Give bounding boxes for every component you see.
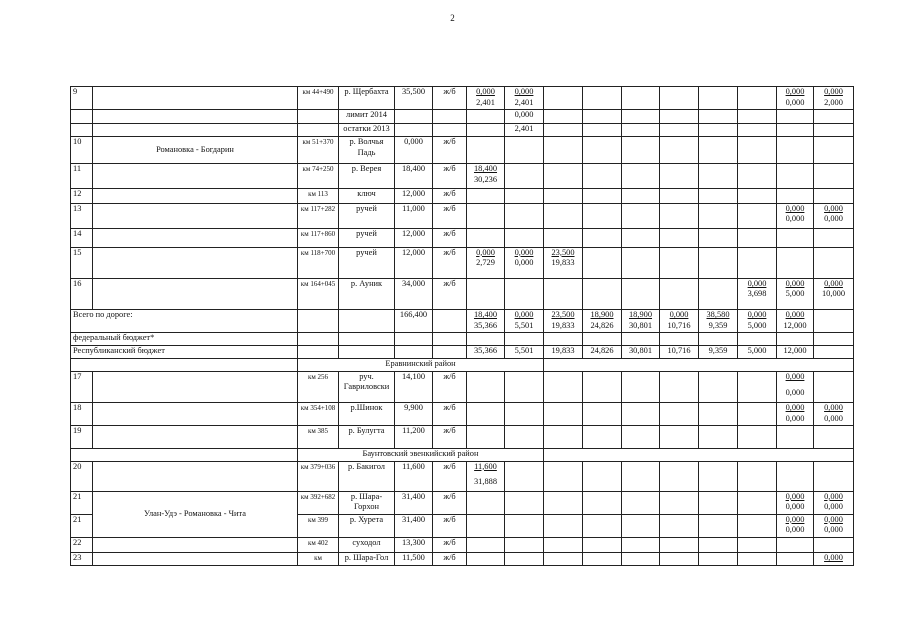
road-name-cell: Улан-Удэ - Романовка - Чита (93, 491, 298, 537)
value-cell (777, 310, 814, 333)
budget-label: федеральный бюджет* (71, 333, 298, 346)
table-row (71, 87, 854, 110)
km-cell (298, 109, 339, 123)
object-cell: суходол (339, 537, 395, 553)
table-row (71, 461, 854, 491)
length-cell: 31,400 (395, 491, 433, 514)
type-cell (433, 123, 467, 137)
row-number: 18 (71, 403, 93, 426)
row-number: 13 (71, 203, 93, 228)
length-cell: 166,400 (395, 310, 433, 333)
km-cell: км 164+045 (298, 278, 339, 309)
type-cell: ж/б (433, 491, 467, 514)
value-bottom: 12,000 (783, 320, 807, 330)
value-cell (738, 87, 777, 110)
value-top: 18,400 (473, 310, 498, 320)
km-cell: км 399 (298, 514, 339, 537)
value-top: 0,000 (747, 278, 767, 288)
object-cell: остатки 2013 (339, 123, 395, 137)
road-name-cell (93, 87, 298, 110)
value-cell: 9,359 (699, 345, 738, 359)
value-top: 0,000 (824, 514, 843, 524)
length-cell: 12,000 (395, 228, 433, 247)
object-cell: ручей (339, 247, 395, 278)
row-number: 20 (71, 461, 93, 491)
value-bottom: 5,501 (514, 320, 534, 330)
row-number: 17 (71, 371, 93, 402)
district-label: Баунтовский эвенкийский район (298, 449, 544, 462)
value-cell (583, 310, 622, 333)
value-cell (467, 461, 505, 491)
value-cell (777, 203, 814, 228)
type-cell: ж/б (433, 189, 467, 204)
value-bottom: 24,826 (590, 320, 614, 330)
value-cell (505, 310, 544, 333)
value-cell (467, 87, 505, 110)
value-bottom: 30,801 (628, 320, 653, 330)
value-cell (544, 310, 583, 333)
value-top: 0,000 (669, 310, 689, 320)
object-cell: ключ (339, 189, 395, 204)
object-cell: р. Волчья Падь (339, 137, 395, 164)
row-number: 22 (71, 537, 93, 553)
value-cell (505, 87, 544, 110)
district-row (71, 449, 854, 462)
length-cell: 11,600 (395, 461, 433, 491)
length-cell: 13,300 (395, 537, 433, 553)
value-cell (660, 310, 699, 333)
object-cell: ручей (339, 203, 395, 228)
table-row (71, 109, 854, 123)
value-bottom: 0,000 (785, 97, 805, 107)
value-top: 11,600 (474, 461, 497, 471)
road-name-cell (93, 461, 298, 491)
type-cell: ж/б (433, 371, 467, 402)
road-name-cell (93, 371, 298, 402)
value-bottom: 2,729 (476, 258, 495, 268)
length-cell: 35,500 (395, 87, 433, 110)
value-cell: 19,833 (544, 345, 583, 359)
value-top: 0,000 (785, 403, 805, 413)
value-cell (660, 87, 699, 110)
value-bottom: 10,716 (667, 320, 691, 330)
value-bottom: 0,000 (785, 502, 805, 512)
row-number: 21 (71, 514, 93, 537)
value-top: 18,400 (473, 164, 498, 174)
length-cell: 11,200 (395, 426, 433, 449)
value-bottom: 5,000 (747, 320, 767, 330)
value-cell (699, 87, 738, 110)
table-row (71, 203, 854, 228)
row-number (71, 123, 93, 137)
row-number: 11 (71, 164, 93, 189)
value-cell (467, 310, 505, 333)
value-bottom: 10,000 (821, 289, 846, 299)
type-cell: ж/б (433, 403, 467, 426)
table-row (71, 426, 854, 449)
value-cell: 12,000 (777, 345, 814, 359)
value-top: 0,000 (785, 491, 805, 501)
type-cell: ж/б (433, 164, 467, 189)
table-row (71, 189, 854, 204)
value-bottom: 2,000 (824, 97, 843, 107)
length-cell: 31,400 (395, 514, 433, 537)
type-cell: ж/б (433, 203, 467, 228)
road-name-cell: Романовка - Богдарин (93, 137, 298, 164)
value-cell (738, 310, 777, 333)
row-number: 16 (71, 278, 93, 309)
road-bridges-table (70, 86, 854, 566)
road-name-cell (93, 189, 298, 204)
table-row (71, 278, 854, 309)
value-bottom: 0,000 (785, 214, 805, 224)
road-name-cell (93, 403, 298, 426)
value-cell (777, 87, 814, 110)
table-row (71, 247, 854, 278)
page-number: 2 (450, 13, 455, 23)
table-row (71, 228, 854, 247)
object-cell: р. Бакигол (339, 461, 395, 491)
value-cell: 24,826 (583, 345, 622, 359)
object-cell: р. Шара-Горхон (339, 491, 395, 514)
row-number: 19 (71, 426, 93, 449)
km-cell: км (298, 553, 339, 566)
length-cell: 34,000 (395, 278, 433, 309)
road-name-cell (93, 228, 298, 247)
row-number: 9 (71, 87, 93, 110)
value-cell: 2,401 (505, 123, 544, 137)
km-cell: км 402 (298, 537, 339, 553)
row-number: 21 (71, 491, 93, 514)
row-number: 14 (71, 228, 93, 247)
table-row (71, 123, 854, 137)
km-cell: км 392+682 (298, 491, 339, 514)
object-cell: ручей (339, 228, 395, 247)
object-cell: р. Щербахта (339, 87, 395, 110)
table-row (71, 537, 854, 553)
value-bottom: 30,236 (473, 174, 498, 184)
value-top: 0,000 (824, 553, 843, 563)
value-top: 0,000 (785, 203, 805, 213)
km-cell: км 51+370 (298, 137, 339, 164)
table-row (71, 137, 854, 164)
road-name-cell (93, 426, 298, 449)
value-cell: 0,000 (505, 109, 544, 123)
value-cell (777, 514, 814, 537)
row-number: 12 (71, 189, 93, 204)
table-row (71, 403, 854, 426)
value-top: 23,500 (551, 247, 575, 257)
value-cell (467, 109, 505, 123)
value-bottom: 19,833 (551, 320, 575, 330)
type-cell: ж/б (433, 553, 467, 566)
km-cell: км 117+860 (298, 228, 339, 247)
km-cell: км 379+036 (298, 461, 339, 491)
value-cell: 30,801 (622, 345, 660, 359)
type-cell: ж/б (433, 514, 467, 537)
value-bottom: 0,000 (824, 413, 843, 423)
road-name-cell (93, 109, 298, 123)
row-number: 10 (71, 137, 93, 164)
table-row (71, 164, 854, 189)
km-cell: км 74+250 (298, 164, 339, 189)
table-row (71, 371, 854, 402)
value-top: 0,000 (824, 87, 843, 96)
value-bottom: 2,401 (514, 97, 534, 107)
length-cell: 9,900 (395, 403, 433, 426)
length-cell (395, 109, 433, 123)
value-top: 0,000 (785, 514, 805, 524)
district-label: Еравнинский район (298, 359, 544, 372)
type-cell: ж/б (433, 137, 467, 164)
value-top: 0,000 (785, 371, 805, 381)
value-bottom: 0,000 (514, 258, 534, 268)
length-cell: 11,500 (395, 553, 433, 566)
road-name-cell (93, 247, 298, 278)
value-cell: 35,366 (467, 345, 505, 359)
type-cell: ж/б (433, 461, 467, 491)
table-row (71, 553, 854, 566)
value-top: 38,580 (706, 310, 730, 320)
row-number: 23 (71, 553, 93, 566)
value-cell (777, 491, 814, 514)
table-row-budget (71, 345, 854, 359)
km-cell: км 113 (298, 189, 339, 204)
value-top: 0,000 (514, 310, 534, 320)
object-cell: р. Ауник (339, 278, 395, 309)
type-cell: ж/б (433, 87, 467, 110)
value-top: 0,000 (747, 310, 767, 320)
length-cell (395, 123, 433, 137)
km-cell (298, 123, 339, 137)
value-top: 18,900 (590, 310, 614, 320)
value-cell (814, 203, 854, 228)
value-cell (622, 87, 660, 110)
length-cell: 14,100 (395, 371, 433, 402)
length-cell: 12,000 (395, 247, 433, 278)
value-cell (544, 247, 583, 278)
value-bottom: 0,000 (824, 502, 843, 512)
road-name-cell (93, 203, 298, 228)
type-cell: ж/б (433, 228, 467, 247)
type-cell: ж/б (433, 278, 467, 309)
value-bottom: 0,000 (785, 525, 805, 535)
value-bottom: 31,888 (473, 477, 498, 487)
value-bottom: 9,359 (708, 320, 728, 330)
value-cell: 5,501 (505, 345, 544, 359)
value-cell (814, 553, 854, 566)
length-cell: 18,400 (395, 164, 433, 189)
length-cell: 12,000 (395, 189, 433, 204)
value-cell (699, 310, 738, 333)
value-cell (777, 371, 814, 402)
km-cell: км 118+700 (298, 247, 339, 278)
value-bottom: 0,000 (824, 525, 843, 535)
value-cell (777, 403, 814, 426)
value-cell: 10,716 (660, 345, 699, 359)
km-cell: км 354+108 (298, 403, 339, 426)
km-cell: км 256 (298, 371, 339, 402)
value-cell (544, 87, 583, 110)
value-bottom: 5,000 (785, 289, 805, 299)
value-top: 0,000 (514, 247, 534, 257)
value-cell (467, 123, 505, 137)
object-cell: р. Шара-Гол (339, 553, 395, 566)
length-cell: 0,000 (395, 137, 433, 164)
object-cell: р. Верея (339, 164, 395, 189)
value-cell (777, 278, 814, 309)
type-cell: ж/б (433, 426, 467, 449)
value-cell (738, 278, 777, 309)
type-cell: ж/б (433, 537, 467, 553)
value-top: 0,000 (824, 203, 843, 213)
value-top: 0,000 (476, 87, 495, 96)
object-cell: лимит 2014 (339, 109, 395, 123)
table-row-budget (71, 333, 854, 346)
value-cell (622, 310, 660, 333)
km-cell: км 117+282 (298, 203, 339, 228)
value-bottom: 3,698 (747, 289, 767, 299)
road-name-cell (93, 278, 298, 309)
object-cell: руч. Гавриловски (339, 371, 395, 402)
value-cell: 5,000 (738, 345, 777, 359)
object-cell: р. Хурета (339, 514, 395, 537)
value-bottom: 0,000 (785, 388, 805, 398)
value-top: 18,900 (628, 310, 653, 320)
value-cell (467, 247, 505, 278)
district-row (71, 359, 854, 372)
value-bottom: 0,000 (785, 413, 805, 423)
object-cell: р. Булугта (339, 426, 395, 449)
value-top: 23,500 (551, 310, 575, 320)
value-top: 0,000 (785, 87, 805, 96)
value-top: 0,000 (785, 310, 805, 320)
value-bottom: 0,000 (824, 214, 843, 224)
value-cell (505, 247, 544, 278)
road-name-cell (93, 537, 298, 553)
value-cell (814, 514, 854, 537)
row-number (71, 109, 93, 123)
value-top: 0,000 (514, 87, 534, 96)
type-cell (433, 109, 467, 123)
value-top: 0,000 (824, 403, 843, 413)
length-cell: 11,000 (395, 203, 433, 228)
type-cell: ж/б (433, 247, 467, 278)
total-label: Всего по дороге: (71, 310, 298, 333)
value-cell (467, 164, 505, 189)
value-cell (814, 87, 854, 110)
km-cell: км 44+490 (298, 87, 339, 110)
value-cell (583, 87, 622, 110)
value-top: 0,000 (785, 278, 805, 288)
budget-label: Республиканский бюджет (71, 345, 298, 359)
value-bottom: 2,401 (476, 97, 495, 107)
km-cell: км 385 (298, 426, 339, 449)
table-row (71, 491, 854, 514)
value-cell (814, 403, 854, 426)
value-top: 0,000 (824, 491, 843, 501)
value-bottom: 35,366 (473, 320, 498, 330)
road-name-cell (93, 164, 298, 189)
road-name-cell (93, 123, 298, 137)
value-cell (814, 278, 854, 309)
row-number: 15 (71, 247, 93, 278)
value-top: 0,000 (824, 278, 843, 288)
table-row-total (71, 310, 854, 333)
road-name-cell (93, 553, 298, 566)
object-cell: р.Шинок (339, 403, 395, 426)
value-top: 0,000 (476, 247, 495, 257)
value-cell (814, 491, 854, 514)
value-bottom: 19,833 (551, 258, 575, 268)
